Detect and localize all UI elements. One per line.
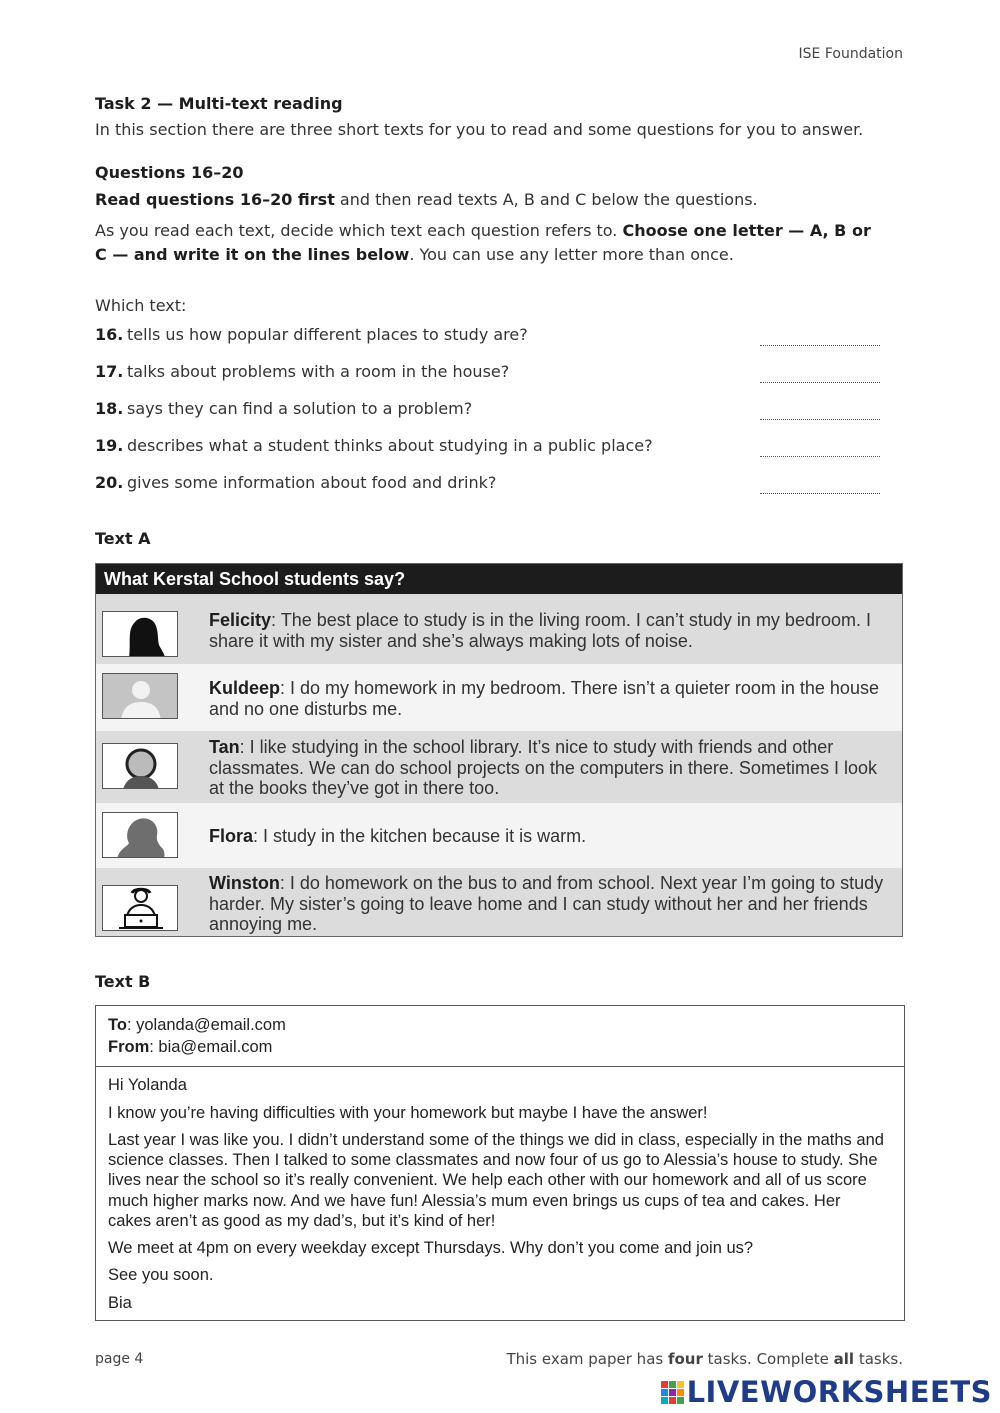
which-text-label: Which text:: [95, 296, 187, 315]
footer-note-bold: four: [667, 1350, 703, 1368]
email-signature: Bia: [108, 1294, 132, 1312]
liveworksheets-logo[interactable]: [661, 1375, 992, 1409]
email-paragraph-1: I know you’re having difficulties with your homework but maybe I have the answer!: [108, 1104, 708, 1122]
exam-name: ISE Foundation: [798, 46, 903, 62]
instruction-2: [95, 219, 885, 267]
email-closing: See you soon.: [108, 1266, 214, 1284]
question-16: [95, 325, 880, 349]
text-b-label: Text B: [95, 972, 151, 991]
student-text: : I do homework on the bus to and from school. Next year I’m going to study harder. My sister’s going to leave home and I can study without her and her friends annoying me.: [209, 873, 884, 934]
footer-note: [506, 1350, 903, 1368]
answer-line-20[interactable]: [760, 492, 880, 494]
footer-note-bold: all: [833, 1350, 855, 1368]
footer-note-part: tasks. Complete: [702, 1350, 834, 1368]
student-name: Kuldeep: [209, 678, 281, 698]
student-row-winston: [96, 868, 902, 936]
student-name: Tan: [209, 737, 240, 757]
student-comment: [209, 826, 892, 847]
email-paragraph-2: Last year I was like you. I didn’t understand some of the things we did in class, especially in the maths and science classes. Then I talked to some classmates and now four of us go to Alessia’s house to study. She lives near the school so it’s really convenient. We help each other with our homework and all of us score much higher marks now. And we have fun! Alessia’s mum even brings us cups of tea and cakes. Her cakes aren’t as good as my dad’s, but it’s kind of her!: [108, 1131, 884, 1230]
question-number: 19.: [95, 436, 124, 455]
student-text: : I study in the kitchen because it is warm.: [253, 826, 587, 846]
question-number: 18.: [95, 399, 124, 418]
answer-line-18[interactable]: [760, 418, 880, 420]
student-comment: [209, 678, 892, 719]
email-header: [96, 1006, 904, 1067]
text-a-label: Text A: [95, 529, 151, 548]
footer-note-part: tasks.: [854, 1350, 903, 1368]
instruction-2-bold: Choose one letter — A, B or C — and write it on the lines below: [95, 221, 871, 264]
user-outline-icon: [102, 743, 178, 789]
question-text: gives some information about food and drink?: [127, 473, 497, 492]
questions-heading: Questions 16–20: [95, 163, 244, 182]
woman-silhouette-icon: [102, 611, 178, 657]
email-from-value: : bia@email.com: [149, 1038, 273, 1056]
email-greeting: Hi Yolanda: [108, 1076, 187, 1094]
instruction-1-rest: and then read texts A, B and C below the questions.: [334, 190, 758, 209]
student-comment: [209, 873, 892, 935]
person-placeholder-icon: [102, 673, 178, 719]
person-laptop-icon: [102, 885, 178, 931]
student-text: : The best place to study is in the living room. I can’t study in my bedroom. I share it with my sister and she’s always making lots of noise.: [209, 610, 871, 651]
student-text: : I do my homework in my bedroom. There isn’t a quieter room in the house and no one disturbs me.: [209, 678, 879, 719]
logo-text: LIVEWORKSHEETS: [686, 1375, 992, 1409]
student-name: Felicity: [209, 610, 272, 630]
student-text: : I like studying in the school library. It’s nice to study with friends and other classmates. We can do school projects on the computers in there. Sometimes I look at the books they’ve got in there too.: [209, 737, 877, 798]
question-text: talks about problems with a room in the house?: [127, 362, 510, 381]
answer-line-17[interactable]: [760, 381, 880, 383]
instruction-1-bold: Read questions 16–20 first: [95, 190, 335, 209]
student-comment: [209, 610, 892, 651]
answer-line-19[interactable]: [760, 455, 880, 457]
logo-mark-icon: [661, 1378, 685, 1402]
student-row-tan: [96, 731, 902, 803]
question-text: tells us how popular different places to study are?: [127, 325, 528, 344]
question-20: [95, 473, 880, 497]
email-to-value: : yolanda@email.com: [126, 1016, 286, 1034]
email-to-label: To: [108, 1016, 127, 1034]
answer-line-16[interactable]: [760, 344, 880, 346]
text-a-heading: What Kerstal School students say?: [96, 564, 902, 594]
email-paragraph-3: We meet at 4pm on every weekday except Thursdays. Why don’t you come and join us?: [108, 1239, 754, 1257]
student-name: Winston: [209, 873, 280, 893]
footer-note-part: This exam paper has: [506, 1350, 668, 1368]
question-text: says they can find a solution to a problem?: [127, 399, 473, 418]
text-a-table: [95, 563, 903, 937]
question-number: 17.: [95, 362, 124, 381]
student-comment: [209, 737, 892, 799]
text-b-email: [95, 1005, 905, 1321]
girl-silhouette-icon: [102, 812, 178, 858]
page-number: page 4: [95, 1351, 144, 1367]
student-name: Flora: [209, 826, 254, 846]
student-row-flora: [96, 803, 902, 868]
student-row-felicity: [96, 594, 902, 664]
student-row-kuldeep: [96, 664, 902, 731]
email-from: [108, 1037, 884, 1057]
question-number: 16.: [95, 325, 124, 344]
instruction-1: [95, 188, 895, 212]
question-17: [95, 362, 880, 386]
question-18: [95, 399, 880, 423]
instruction-2-start: As you read each text, decide which text each question refers to.: [95, 221, 623, 240]
question-19: [95, 436, 880, 460]
question-number: 20.: [95, 473, 124, 492]
instruction-2-end: . You can use any letter more than once.: [409, 245, 734, 264]
task-title: Task 2 — Multi-text reading: [95, 94, 343, 113]
question-text: describes what a student thinks about studying in a public place?: [127, 436, 653, 455]
email-from-label: From: [108, 1038, 150, 1056]
task-intro: In this section there are three short texts for you to read and some questions for you to answer.: [95, 120, 864, 139]
email-to: [108, 1015, 884, 1035]
